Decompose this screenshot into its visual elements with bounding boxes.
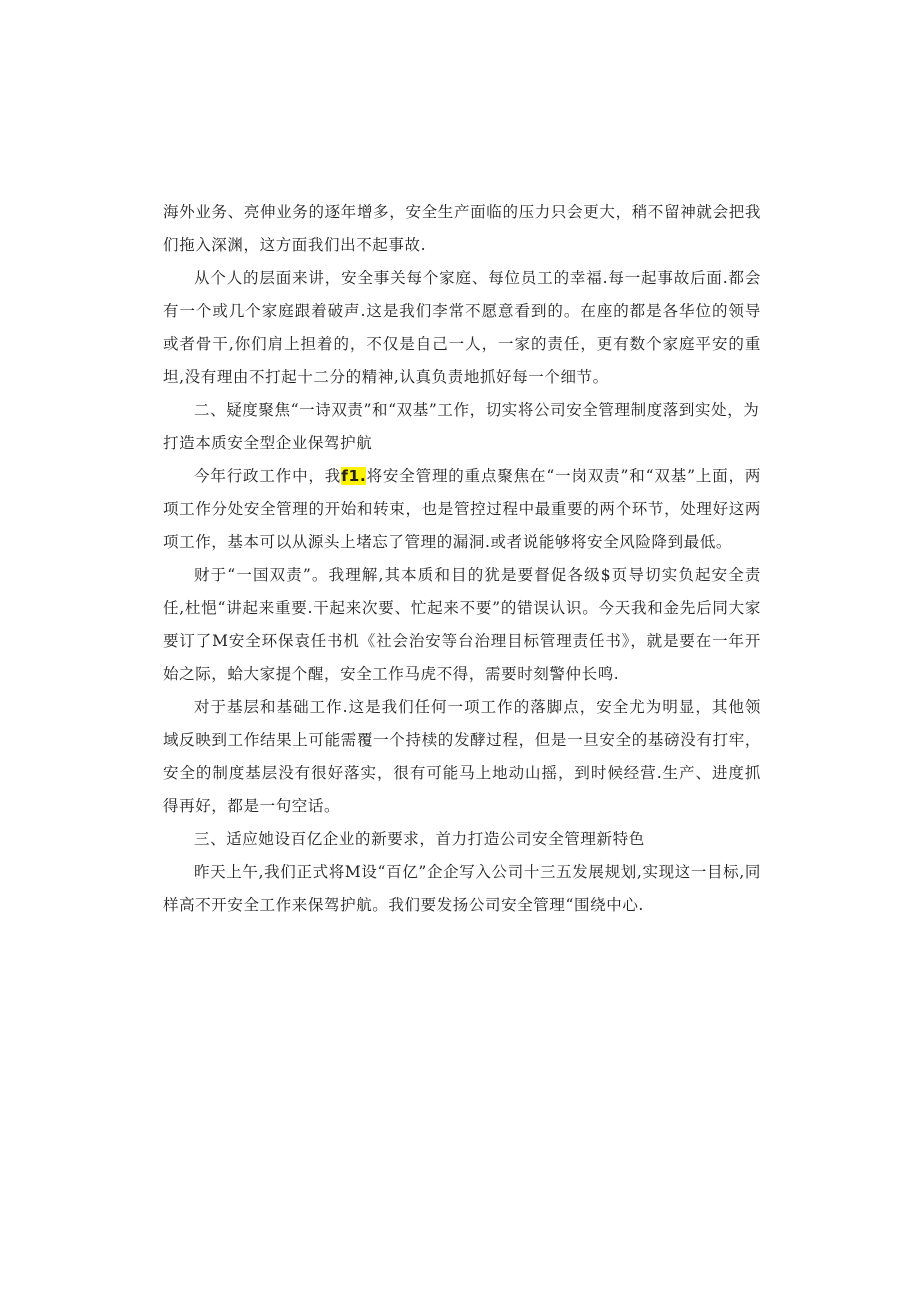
- paragraph-personal-level: 从个人的层面来讲，安全事关每个家庭、每位员工的幸福.每一起事故后面.都会有一个或几个家庭跟着破声.这是我们李常不愿意看到的。在座的都是各华位的领导或者骨干,你们肩上担着的，不仅是自己一人，一家的责任，更有数个家庭平安的重坦,没有理由不打起十二分的精神,认真负责地抓好每一个细节。: [163, 269, 761, 386]
- highlighted-text: f1.: [341, 467, 367, 485]
- paragraph-text-start: 今年行政工作中，我: [194, 467, 342, 485]
- paragraph-dual-responsibility: 财于“一国双责”。我理解,其本质和目的犹是要督促各级$页导切实负起安全责任,杜悒“讲起来重要.干起来次要、忙起来不要”的错误认识。今天我和金先后同大家要订了M安全环保袁任书机《社会治安等台治理目标管理责任书》，就是要在一年开始之际，蛤大家提个醒，安全工作马虎不得，需要时刻警仲长鸣.: [163, 566, 761, 683]
- document-body: [163, 196, 761, 922]
- paragraph-development-plan: 昨天上午,我们正式将M设“百亿”企企写入公司十三五发展规划,实现这一目标,同样高不开安全工作来保驾护航。我们要发扬公司安全管理“围绕中心.: [163, 863, 761, 914]
- paragraph-grassroots-work: 对于基层和基础工作.这是我们任何一项工作的落脚点，安全尤为明显，其他领域反映到工作结果上可能需覆一个持椟的发酵过程，但是一旦安全的基磅没有打牢，安全的制度基层没有很好落实，很有可能马上地动山摇，到时候经营.生产、进度抓得再好，都是一句空话。: [163, 698, 761, 815]
- section-heading-two: 二、疑度聚焦“一诗双责”和“双基”工作，切实将公司安全管理制度落到实处，为打造本质安全型企业保驾护航: [163, 401, 760, 452]
- paragraph-administrative-work: [163, 460, 761, 559]
- paragraph-text-end: 将安全管理的重点聚焦在“一岗双责”和“双基”上面，两项工作分处安全管理的开始和转束，也是管控过程中最重要的两个环节，处理好这两项工作，基本可以从源头上堵忘了管理的漏洞.或者说能够将安全风险降到最低。: [163, 467, 761, 551]
- paragraph-overseas-business: 海外业务、亮伸业务的逐年增多，安全生产面临的压力只会更大，稍不留神就会把我们拖入深渊，这方面我们出不起事故.: [163, 203, 761, 254]
- section-heading-three: 三、适应她设百亿企业的新要求，首力打造公司安全管理新特色: [194, 830, 645, 848]
